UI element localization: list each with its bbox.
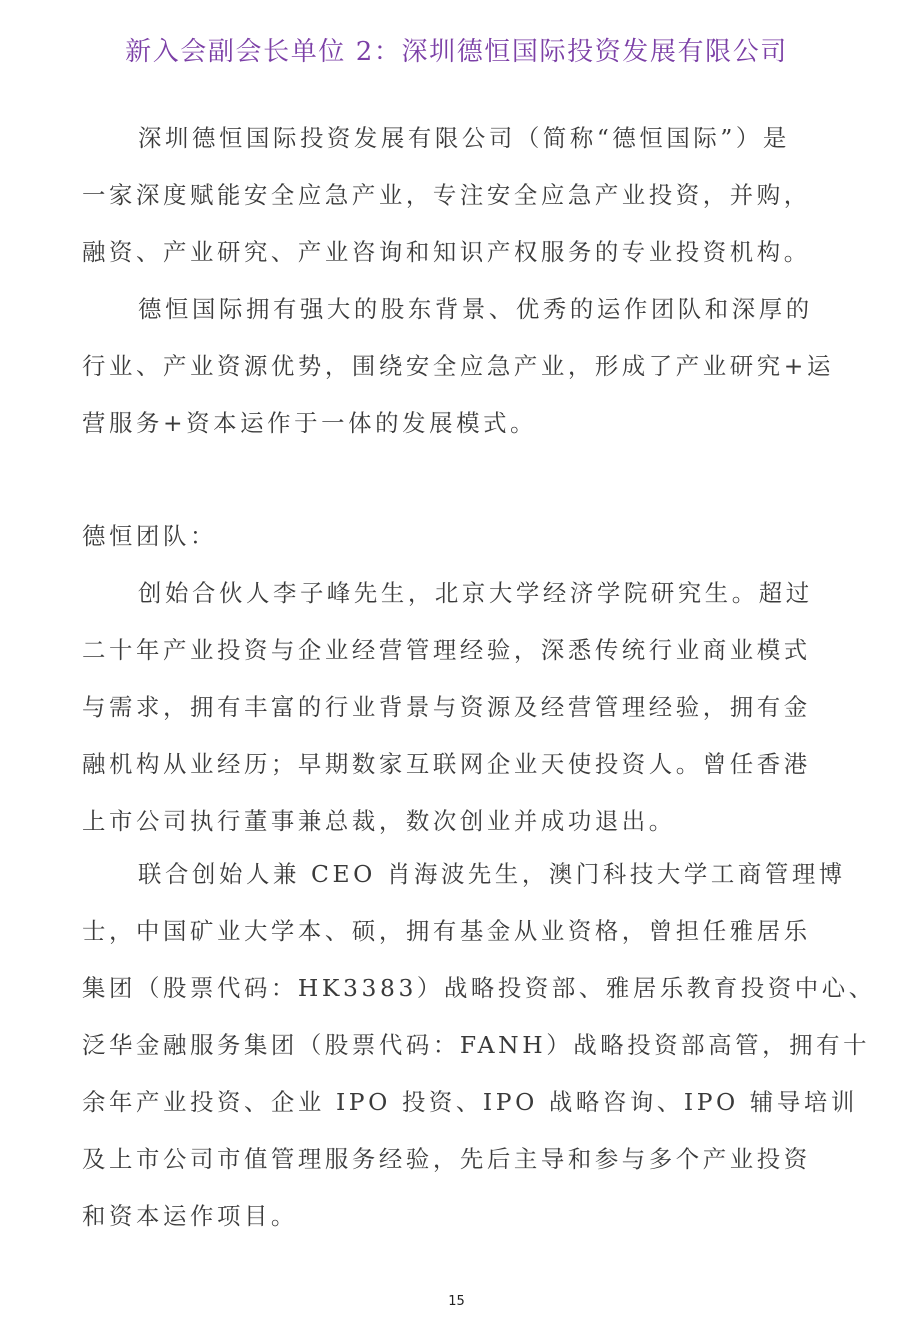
text-line: 联合创始人兼 CEO 肖海波先生，澳门科技大学工商管理博 — [138, 860, 846, 888]
text-line: 泛华金融服务集团（股票代码：FANH）战略投资部高管，拥有十 — [82, 1031, 871, 1059]
text-line: 士，中国矿业大学本、硕，拥有基金从业资格，曾担任雅居乐 — [82, 917, 811, 945]
section-heading-team: 德恒团队： — [82, 522, 217, 550]
text-line: 创始合伙人李子峰先生，北京大学经济学院研究生。超过 — [138, 579, 813, 607]
text-line: 和资本运作项目。 — [82, 1202, 298, 1230]
text-line: 集团（股票代码：HK3383）战略投资部、雅居乐教育投资中心、 — [82, 974, 876, 1002]
intro-paragraph-2 — [82, 281, 834, 452]
text-line: 与需求，拥有丰富的行业背景与资源及经营管理经验，拥有金 — [82, 693, 811, 721]
text-line: 德恒国际拥有强大的股东背景、优秀的运作团队和深厚的 — [138, 295, 813, 323]
text-line: 上市公司执行董事兼总裁，数次创业并成功退出。 — [82, 807, 676, 835]
text-line: 及上市公司市值管理服务经验，先后主导和参与多个产业投资 — [82, 1145, 811, 1173]
team-paragraph-cofounder — [82, 846, 876, 1245]
text-line: 营服务+资本运作于一体的发展模式。 — [82, 409, 538, 437]
text-line: 二十年产业投资与企业经营管理经验，深悉传统行业商业模式 — [82, 636, 811, 664]
page-title: 新入会副会长单位 2：深圳德恒国际投资发展有限公司 — [125, 37, 788, 67]
text-line: 深圳德恒国际投资发展有限公司（简称“德恒国际”）是 — [138, 124, 790, 152]
page-number: 15 — [448, 1294, 465, 1309]
text-line: 行业、产业资源优势，围绕安全应急产业，形成了产业研究+运 — [82, 352, 834, 380]
intro-paragraph-1 — [82, 110, 834, 281]
text-line: 融资、产业研究、产业咨询和知识产权服务的专业投资机构。 — [82, 238, 811, 266]
text-line: 融机构从业经历；早期数家互联网企业天使投资人。曾任香港 — [82, 750, 811, 778]
text-line: 余年产业投资、企业 IPO 投资、IPO 战略咨询、IPO 辅导培训 — [82, 1088, 858, 1116]
team-paragraph-founder — [82, 565, 834, 850]
text-line: 一家深度赋能安全应急产业，专注安全应急产业投资，并购， — [82, 181, 811, 209]
